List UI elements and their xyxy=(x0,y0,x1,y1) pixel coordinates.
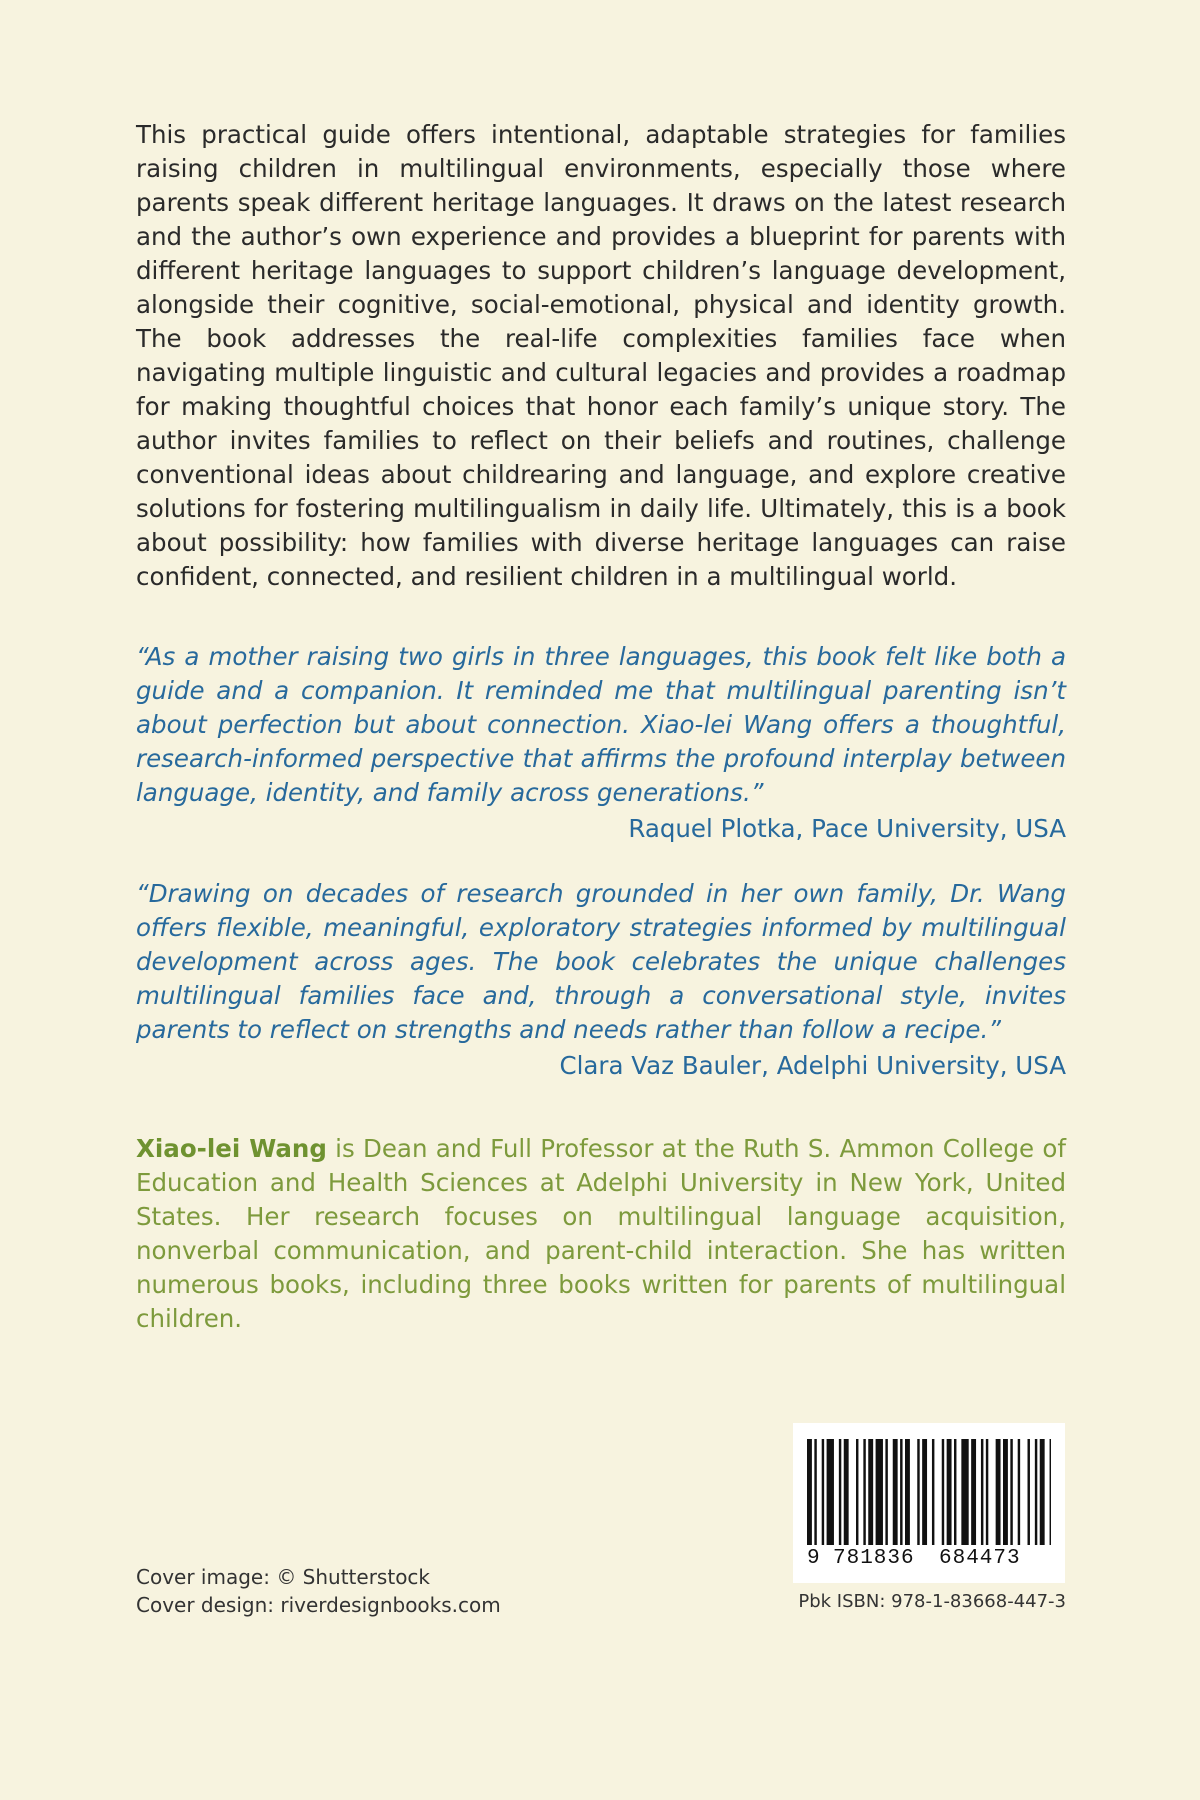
barcode-bar xyxy=(856,1439,858,1545)
barcode xyxy=(793,1423,1065,1583)
barcode-bar xyxy=(1050,1439,1051,1545)
barcode-group-2: 684473 xyxy=(939,1547,1021,1570)
endorsement-quote-2 xyxy=(136,877,1066,1083)
barcode-bar xyxy=(827,1439,834,1545)
barcode-bar xyxy=(876,1439,883,1545)
barcode-bar xyxy=(822,1439,824,1545)
barcode-bar xyxy=(905,1439,910,1545)
barcode-bar xyxy=(863,1439,865,1545)
endorsement-quote-1 xyxy=(136,640,1066,846)
barcode-bar xyxy=(947,1439,952,1545)
barcode-bar xyxy=(917,1439,919,1545)
barcode-bar xyxy=(1018,1439,1020,1545)
barcode-bar xyxy=(981,1439,983,1545)
isbn-label: Pbk ISBN: 978-1-83668-447-3 xyxy=(798,1591,1066,1612)
barcode-bar xyxy=(893,1439,898,1545)
barcode-first-digit: 9 xyxy=(807,1547,821,1570)
barcode-bar xyxy=(814,1439,816,1545)
endorsement-attribution: Raquel Plotka, Pace University, USA xyxy=(628,814,1066,843)
endorsement-text: “Drawing on decades of research grounded in her own family, Dr. Wang offers flexible, meaningful, exploratory strategies informed by multilingual development across ages. The book celebrates the unique challenges multilingual families face and, through a conversational style, invites parents to reflect on strengths and needs rather than follow a recipe.” xyxy=(136,879,1066,1044)
barcode-bar xyxy=(1010,1439,1012,1545)
author-bio xyxy=(136,1132,1066,1336)
barcode-bar xyxy=(954,1439,956,1545)
barcode-bars xyxy=(807,1439,1051,1549)
barcode-bar xyxy=(844,1439,849,1545)
endorsement-attribution: Clara Vaz Bauler, Adelphi University, USA xyxy=(559,1051,1066,1080)
barcode-bar xyxy=(839,1439,841,1545)
author-bio-text: is Dean and Full Professor at the Ruth S. Ammon College of Education and Health Sciences at Adelphi University in New York, United States. Her research focuses on multilingual language acquisition, nonverbal communication, and parent-child interaction. She has written numerous books, including three books written for parents of multilingual children. xyxy=(136,1134,1066,1333)
cover-design-credit: Cover design: riverdesignbooks.com xyxy=(136,1593,501,1617)
barcode-bar xyxy=(807,1439,812,1545)
book-description: This practical guide offers intentional, adaptable strategies for families raising children in multilingual environments, especially those where parents speak different heritage languages. It draws on the latest research and the author’s own experience and provides a blueprint for parents with different heritage languages to support children’s language development, alongside their cognitive, social-emotional, physical and identity growth. The book addresses the real-life complexities families face when navigating multiple linguistic and cultural legacies and provides a roadmap for making thoughtful choices that honor each family’s unique story. The author invites families to reflect on their beliefs and routines, challenge conventional ideas about childrearing and language, and explore creative solutions for fostering multilingualism in daily life. Ultimately, this is a book about possibility: how families with diverse heritage languages can raise confident, connected, and resilient children in a multilingual world. xyxy=(136,120,1066,591)
barcode-bar xyxy=(986,1439,988,1545)
barcode-bar xyxy=(961,1439,968,1545)
barcode-bar xyxy=(868,1439,873,1545)
author-name: Xiao-lei Wang xyxy=(136,1134,327,1163)
barcode-bar xyxy=(971,1439,976,1545)
endorsement-text: “As a mother raising two girls in three languages, this book felt like both a guide and a companion. It reminded me that multilingual parenting isn’t about perfection but about connection. Xiao-lei Wang offers a thoughtful, research-informed perspective that affirms the profound interplay between language, identity, and family across generations.” xyxy=(136,642,1066,807)
cover-credits xyxy=(136,1563,501,1619)
cover-image-credit: Cover image: © Shutterstock xyxy=(136,1565,431,1589)
barcode-bar xyxy=(942,1439,944,1545)
barcode-bar xyxy=(1003,1439,1008,1545)
barcode-bar xyxy=(1028,1439,1030,1545)
barcode-bar xyxy=(1040,1439,1045,1545)
barcode-bar xyxy=(996,1439,1001,1545)
barcode-bar xyxy=(900,1439,902,1545)
barcode-bar xyxy=(885,1439,887,1545)
barcode-bar xyxy=(1035,1439,1037,1545)
barcode-bar xyxy=(932,1439,934,1545)
barcode-group-1: 781836 xyxy=(833,1547,915,1570)
barcode-bar xyxy=(922,1439,927,1545)
